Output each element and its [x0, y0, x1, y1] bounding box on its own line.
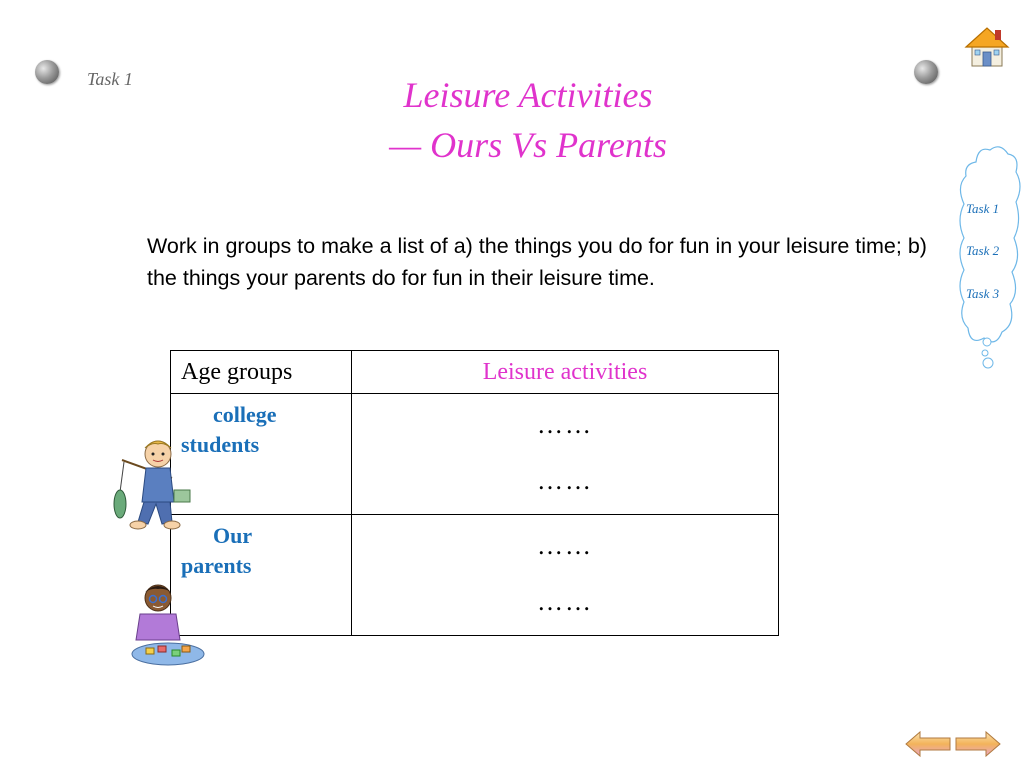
activities-cell[interactable] [352, 515, 779, 636]
decorative-ball-right-icon [914, 60, 938, 84]
task-nav-cloud [956, 142, 1024, 382]
header-leisure-activities: Leisure activities [352, 351, 779, 394]
arrow-left-icon[interactable] [904, 730, 952, 758]
arrow-right-icon[interactable] [954, 730, 1002, 758]
activity-placeholder: …… [537, 531, 593, 560]
instructions-text: Work in groups to make a list of a) the things you do for fun in your leisure time; b) the things your parents do for fun in their leisure time. [147, 234, 927, 290]
activity-placeholder: …… [537, 466, 593, 495]
group-label-line-1: college [213, 402, 277, 427]
nav-task-1[interactable]: Task 1 [966, 201, 1000, 216]
page-title [300, 70, 756, 170]
nav-task-3[interactable]: Task 3 [966, 286, 1000, 301]
group-label-line-2: parents [181, 553, 252, 578]
nav-task-2[interactable]: Task 2 [966, 243, 1000, 258]
table-row [171, 515, 779, 636]
activity-placeholder: …… [537, 410, 593, 439]
title-line-1: Leisure Activities [403, 75, 653, 115]
activities-cell[interactable] [352, 394, 779, 515]
puzzle-boy-clipart-icon [126, 580, 206, 668]
home-icon[interactable] [962, 24, 1012, 70]
activities-table [170, 350, 779, 636]
table-row [171, 394, 779, 515]
group-label-line-1: Our [213, 523, 253, 548]
group-label-line-2: students [181, 432, 260, 457]
task-label: Task 1 [87, 69, 133, 89]
activity-placeholder: …… [537, 587, 593, 616]
group-cell-college-students [171, 394, 352, 515]
title-line-2: — Ours Vs Parents [389, 125, 667, 165]
table-header-row [171, 351, 779, 394]
decorative-ball-left-icon [35, 60, 59, 84]
header-age-groups: Age groups [171, 351, 352, 394]
fishing-boy-clipart-icon [108, 432, 194, 530]
